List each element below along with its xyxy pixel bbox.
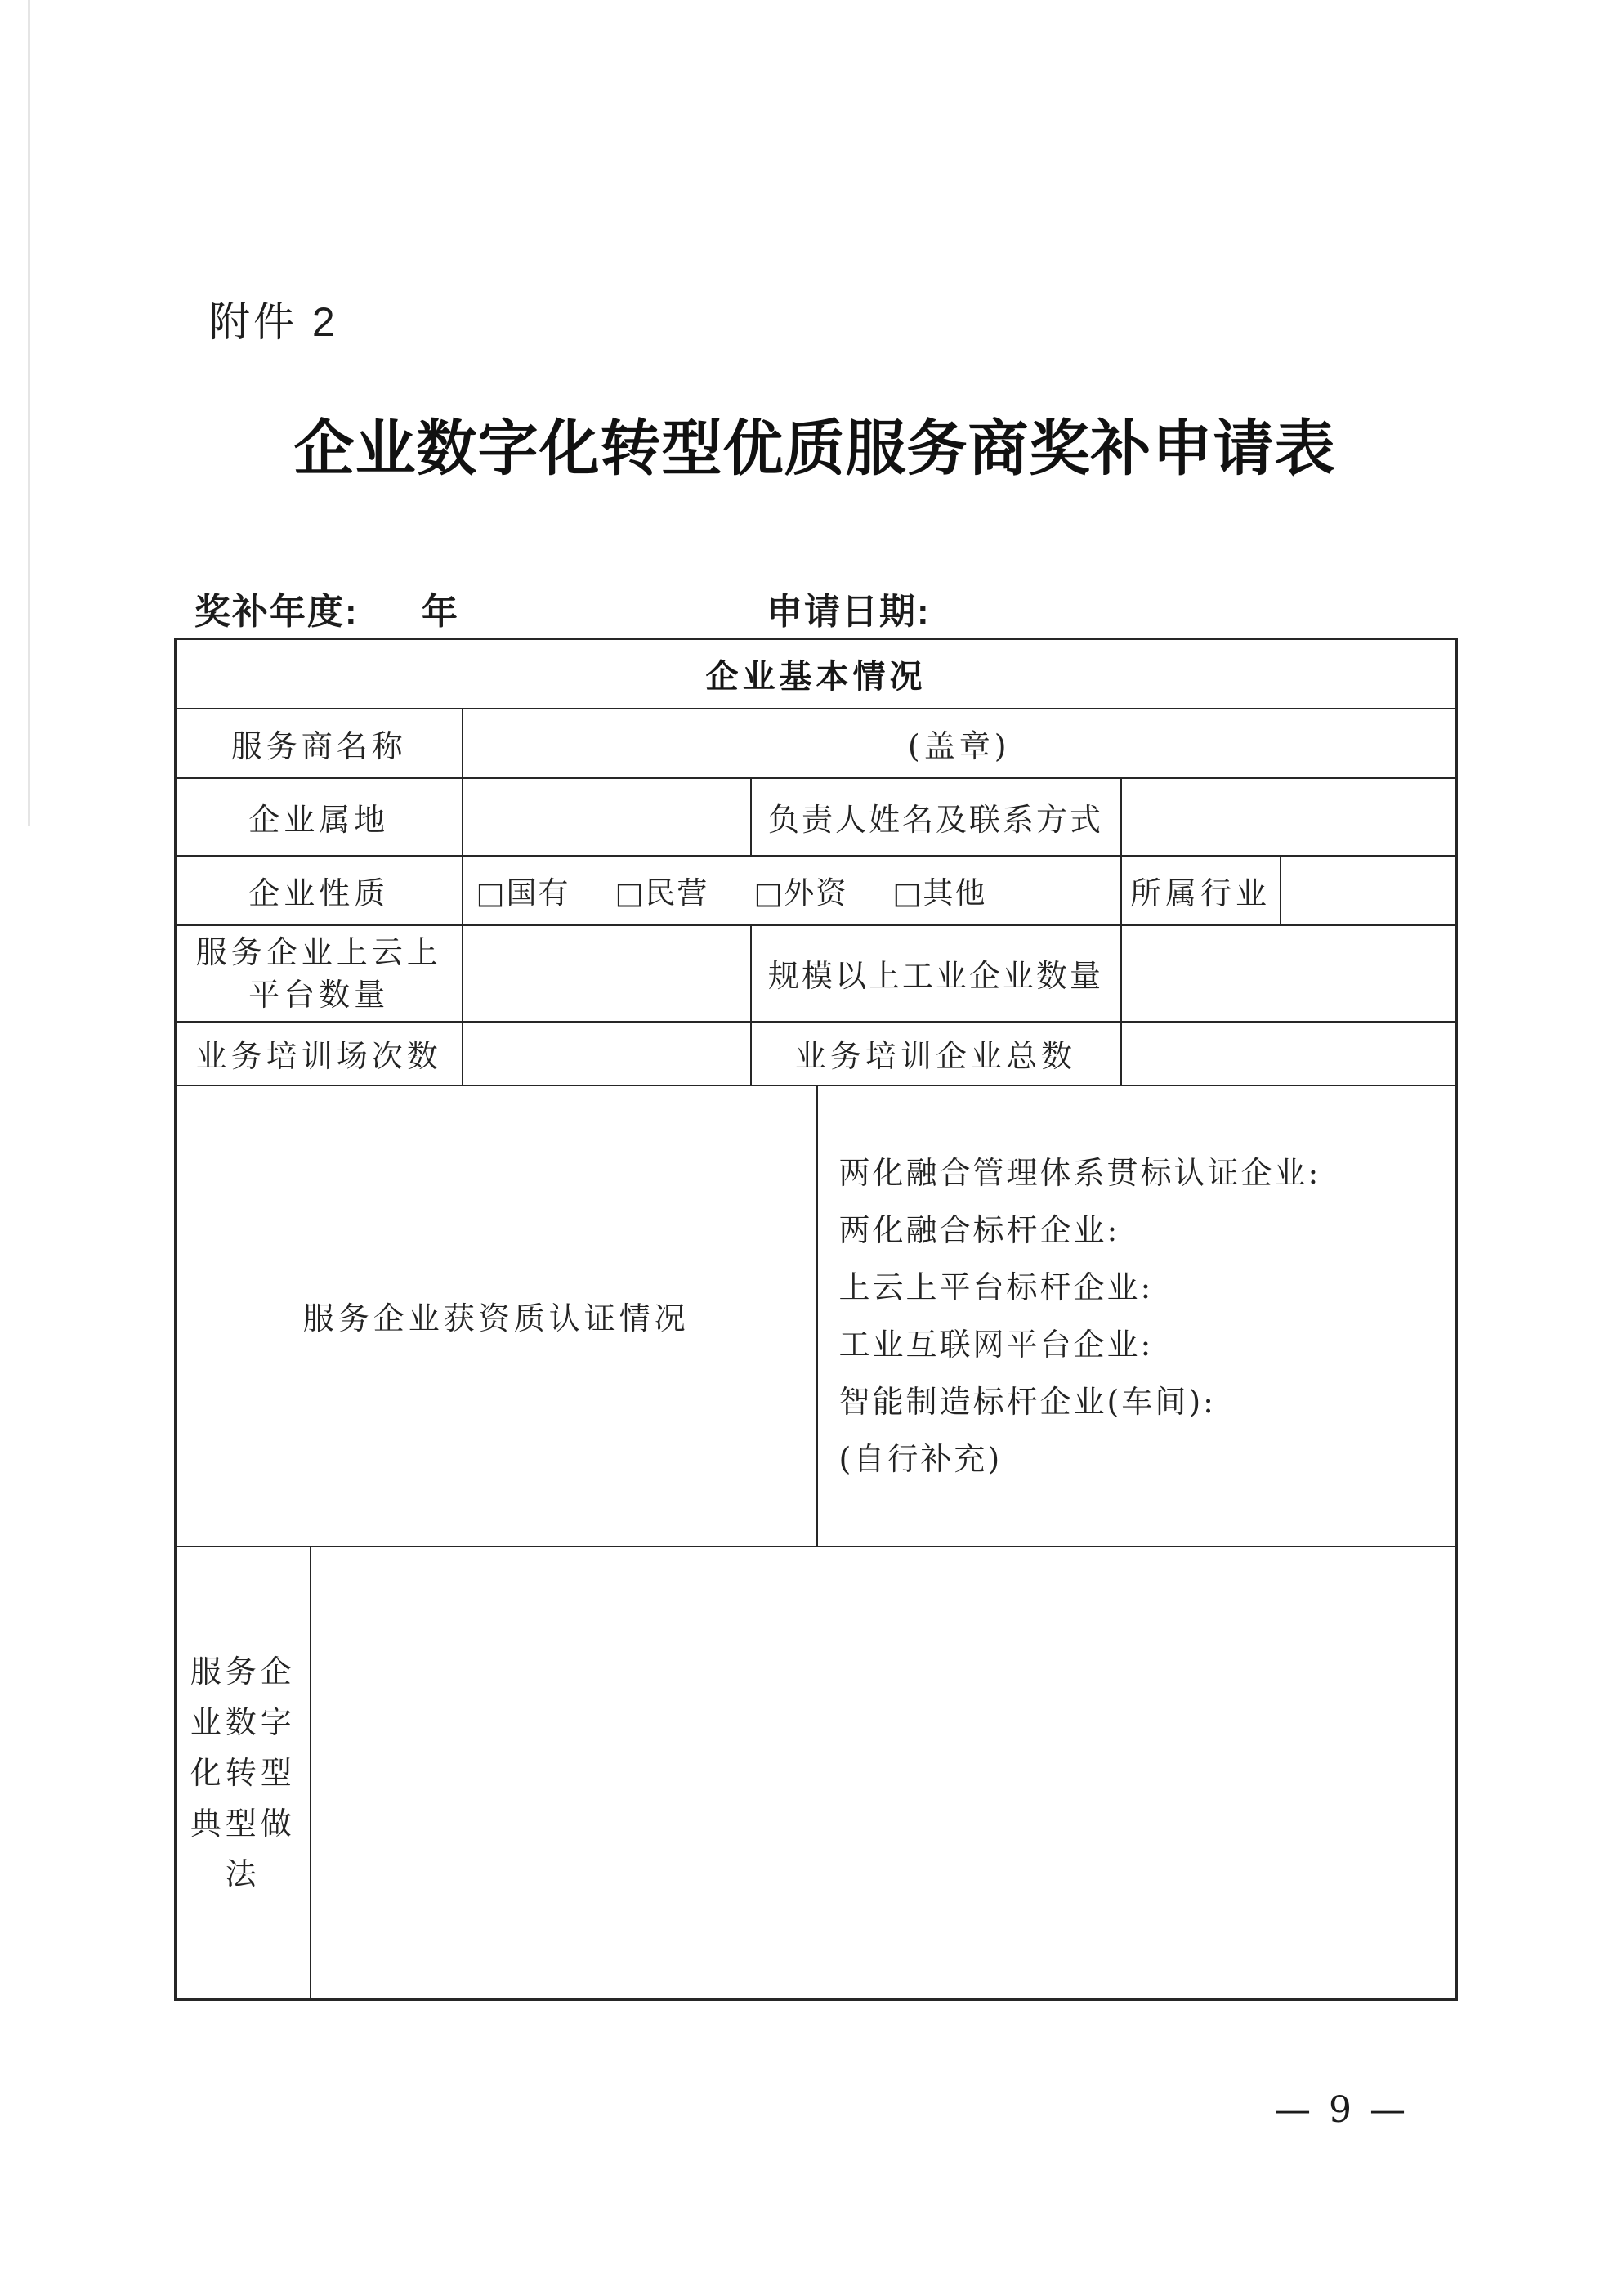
provider-name-label: 服务商名称 <box>176 709 463 778</box>
table-row <box>176 778 1457 856</box>
table-row <box>176 709 1457 778</box>
typical-practice-value-cell <box>311 1546 1457 2000</box>
table-row <box>176 1546 1457 2000</box>
checkbox-option-state-owned: □国有 <box>476 875 570 911</box>
enterprise-nature-label: 企业性质 <box>176 856 463 925</box>
page-number: — 9 — <box>1275 2089 1409 2131</box>
typical-practice-label-line: 典型做 <box>190 1805 296 1842</box>
table-row <box>176 856 1457 925</box>
typical-practice-label-line: 服务企 <box>190 1653 296 1690</box>
form-section-header: 企业基本情况 <box>176 639 1457 709</box>
cloud-platform-count-label-line2: 平台数量 <box>248 976 390 1013</box>
qualification-line: 两化融合管理体系贯标认证企业: <box>838 1154 1321 1191</box>
qualification-line: 上云上平台标杆企业: <box>838 1269 1154 1305</box>
table-row <box>176 925 1457 1022</box>
training-enterprises-total-label: 业务培训企业总数 <box>751 1022 1121 1085</box>
industrial-enterprise-count-value-cell <box>1121 925 1457 1022</box>
qualification-content-cell <box>817 1085 1457 1546</box>
contact-label: 负责人姓名及联系方式 <box>751 778 1121 856</box>
meta-row <box>0 582 1618 631</box>
application-form-table <box>174 638 1458 2001</box>
location-value-cell <box>463 778 751 856</box>
cloud-platform-count-value-cell <box>463 925 751 1022</box>
training-sessions-value-cell <box>463 1022 751 1085</box>
training-sessions-label: 业务培训场次数 <box>176 1022 463 1085</box>
checkbox-option-private: □民营 <box>615 875 709 911</box>
industry-label: 所属行业 <box>1121 856 1281 925</box>
page-title: 企业数字化转型优质服务商奖补申请表 <box>293 414 1336 484</box>
qualification-label: 服务企业获资质认证情况 <box>176 1085 817 1546</box>
qualification-line: (自行补充) <box>838 1440 1003 1477</box>
training-enterprises-total-value-cell <box>1121 1022 1457 1085</box>
industrial-enterprise-count-label: 规模以上工业企业数量 <box>751 925 1121 1022</box>
apply-date-label: 申请日期: <box>767 592 931 632</box>
table-row <box>176 1022 1457 1085</box>
provider-name-value-cell: (盖章) <box>463 709 1457 778</box>
cloud-platform-count-label-line1: 服务企业上云上 <box>195 933 442 970</box>
location-label: 企业属地 <box>176 778 463 856</box>
typical-practice-label-line: 法 <box>225 1855 261 1892</box>
typical-practice-label-line: 化转型 <box>190 1754 296 1791</box>
contact-value-cell <box>1121 778 1457 856</box>
qualification-line: 工业互联网平台企业: <box>838 1326 1154 1363</box>
checkbox-option-foreign: □外资 <box>753 875 848 911</box>
table-row <box>176 639 1457 709</box>
checkbox-option-other: □其他 <box>892 875 987 911</box>
qualification-line: 智能制造标杆企业(车间): <box>838 1383 1216 1420</box>
qualification-line: 两化融合标杆企业: <box>838 1211 1120 1248</box>
award-year-label: 奖补年度: <box>194 592 359 632</box>
typical-practice-label-line: 业数字 <box>190 1703 296 1740</box>
enterprise-nature-options <box>463 856 1121 925</box>
attachment-label: 附件 2 <box>209 299 338 345</box>
award-year-unit: 年 <box>422 592 459 632</box>
scan-edge-artifact <box>28 0 30 826</box>
cloud-platform-count-label <box>176 925 463 1022</box>
table-row <box>176 1085 1457 1546</box>
typical-practice-label <box>176 1546 311 2000</box>
industry-value-cell <box>1281 856 1457 925</box>
